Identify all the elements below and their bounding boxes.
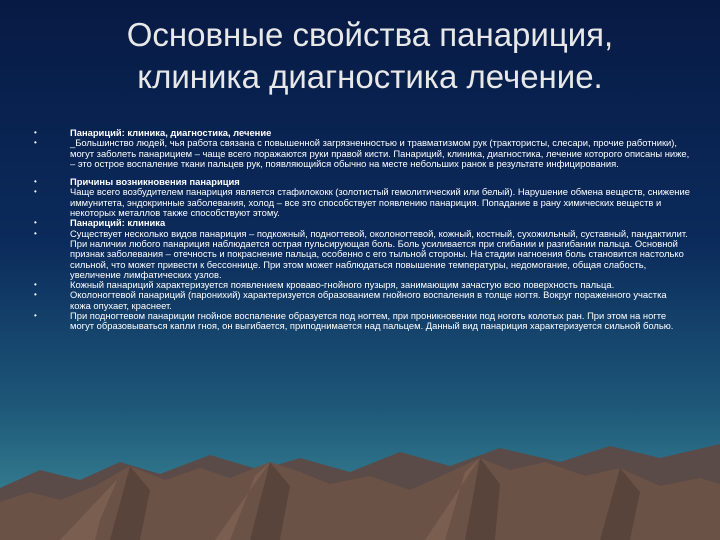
section-heading: Панариций: клиника, диагностика, лечение [70, 127, 272, 138]
bullet-marker: • [34, 280, 37, 290]
bullet-block [34, 177, 690, 331]
bullet-marker: • [34, 218, 37, 228]
list-item [34, 229, 690, 280]
paragraph-text: Околоногтевой панариций (паронихий) характеризуется образованием гнойного воспаления в толще ногтя. Вокруг пораженного участка кожа опухает, краснеет. [70, 289, 667, 311]
list-item [34, 311, 690, 332]
slide-title [60, 14, 680, 98]
bullet-marker: • [34, 187, 37, 197]
bullet-marker: • [34, 177, 37, 187]
list-item [34, 290, 690, 311]
title-line-2: клиника диагностика лечение. [137, 58, 603, 95]
title-line-1: Основные свойства панариция, [126, 16, 614, 53]
list-item [34, 187, 690, 218]
paragraph-text: При подногтевом панариции гнойное воспаление образуется под ногтем, при проникновении под ноготь колотых ран. При этом на ногте могут образовываться капли гноя, он выгибается, приподнимается над пальцем. Данный вид панариция характеризуется сильной болью. [70, 310, 674, 332]
paragraph-text: Чаще всего возбудителем панариция является стафилококк (золотистый гемолитический или белый). Нарушение обмена веществ, снижение иммунитета, эндокринные заболевания, холод – все это способствует появлению панариция. Попадание в рану химических веществ и некоторых металлов также способствуют этому. [70, 186, 690, 219]
paragraph-text: Существует несколько видов панариция – подкожный, подногтевой, околоногтевой, кожный, костный, сухожильный, суставный, пандактилит. При наличии любого панариция наблюдается острая пульсирующая боль. Боль усиливается при сгибании и разгибании пальца. Основной признак заболевания – отечность и покраснение пальца, особенно с его тыльной стороны. На стадии нагноения боль становится настолько сильной, что может привести к бессоннице. При этом может наблюдаться повышение температуры, недомогание, общая слабость, увеличение лимфатических узлов. [70, 227, 688, 280]
section-heading: Причины возникновения панариция [70, 176, 240, 188]
bullet-marker: • [34, 128, 37, 137]
list-item [34, 138, 690, 169]
bullet-marker: • [34, 228, 37, 238]
bullet-marker: • [34, 311, 37, 321]
bullet-marker: • [34, 290, 37, 300]
bullet-list [34, 128, 690, 340]
bullet-block [34, 128, 690, 169]
section-heading: Панариций: клиника [70, 217, 166, 229]
paragraph-text: Кожный панариций характеризуется появлением кроваво-гнойного пузыря, занимающим зачастую всю поверхность пальца. [70, 279, 615, 291]
paragraph-text: _Большинство людей, чья работа связана с повышенной загрязненностью и травматизмом рук (трактористы, слесари, прочие работники), могут заболеть панарицием – чаще всего поражаются руки правой кисти. Панариций, клиника, диагностика, лечение которого описаны ниже, – это острое воспаление ткани пальцев рук, появляющийся обычно на месте небольших ранок в результате инфицирования. [70, 137, 690, 169]
bullet-marker: • [34, 138, 37, 148]
